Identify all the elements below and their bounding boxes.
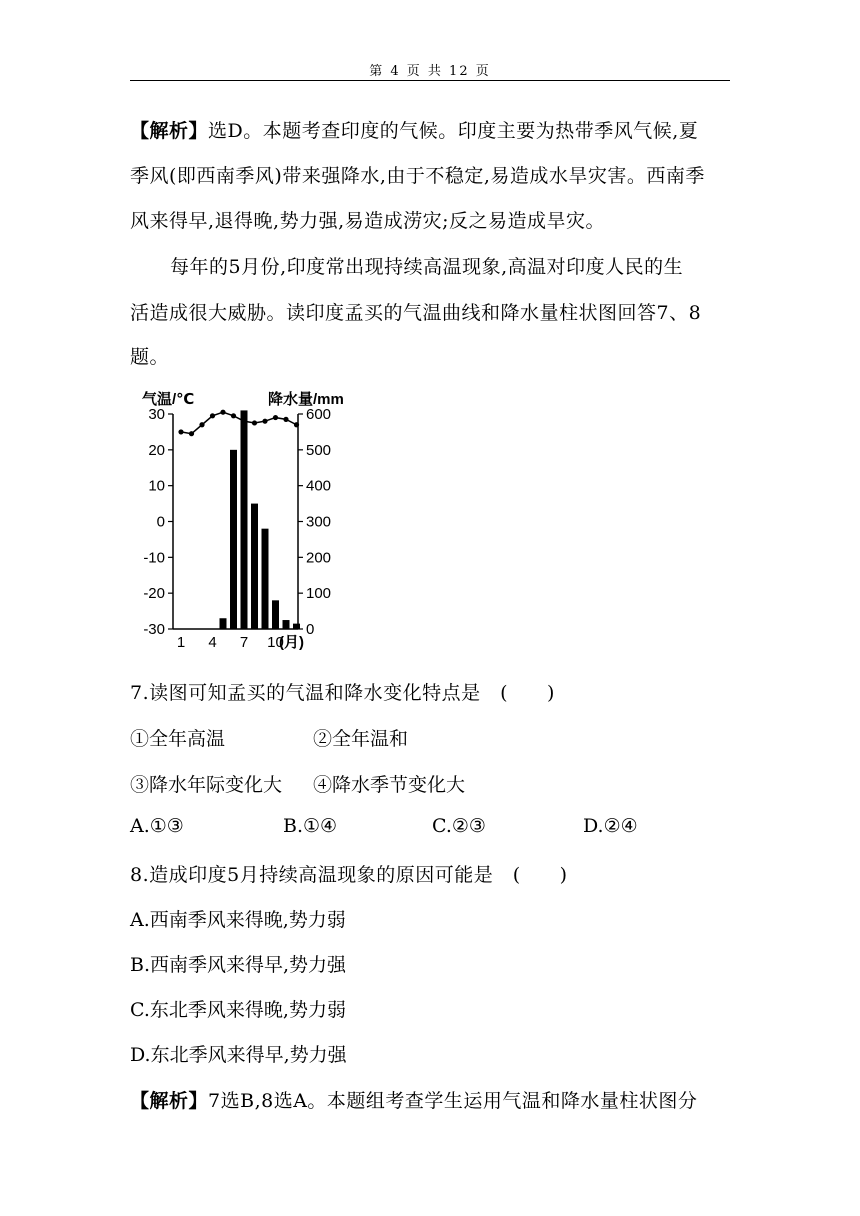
left-tick-label: 0	[156, 513, 165, 531]
q7-stem: 7.读图可知孟买的气温和降水变化特点是 ( )	[130, 682, 555, 704]
q8-option-c[interactable]: C.东北季风来得晚,势力弱	[130, 999, 346, 1021]
q7-option-c[interactable]: C.②③	[432, 815, 486, 837]
temperature-point	[252, 420, 257, 425]
q7-item-4: ④降水季节变化大	[313, 774, 466, 796]
x-tick-label: 4	[208, 634, 217, 651]
x-tick-label: 10	[267, 634, 284, 651]
left-tick-label: -20	[143, 585, 165, 603]
temperature-point	[241, 419, 246, 424]
temperature-point	[273, 415, 278, 420]
q7-item-1: ①全年高温	[130, 728, 226, 750]
x-unit-label: (月)	[279, 634, 304, 651]
right-tick-label: 500	[306, 441, 332, 459]
climate-chart	[130, 384, 370, 656]
precip-bar	[293, 624, 300, 629]
x-tick-label: 1	[176, 634, 186, 651]
analysis-tag: 【解析】	[130, 120, 209, 142]
precip-bar	[272, 600, 279, 629]
stem-line-1: 每年的5月份,印度常出现持续高温现象,高温对印度人民的生	[170, 256, 684, 278]
right-tick-label: 400	[306, 477, 332, 495]
analysis-1-line-2: 季风(即西南季风)带来强降水,由于不稳定,易造成水旱灾害。西南季	[130, 165, 705, 187]
left-tick-label: -30	[143, 621, 165, 638]
page-header: 第 4 页 共 12 页	[369, 64, 491, 79]
q8-option-a[interactable]: A.西南季风来得晚,势力弱	[130, 909, 346, 931]
left-tick-label: 30	[148, 406, 165, 423]
precip-bar	[251, 504, 258, 629]
left-axis-label: 气温/℃	[142, 391, 195, 408]
precip-bar	[262, 529, 269, 629]
right-axis-label: 降水量/mm	[268, 391, 344, 408]
temperature-point	[189, 431, 194, 436]
header-divider	[130, 80, 730, 81]
analysis-1-text-1: 选D。本题考查印度的气候。印度主要为热带季风气候,夏	[208, 120, 699, 142]
right-tick-label: 200	[306, 549, 332, 567]
right-tick-label: 100	[306, 585, 332, 603]
precip-bar	[230, 450, 237, 629]
temperature-point	[199, 422, 204, 427]
left-tick-label: 20	[148, 441, 165, 459]
temperature-point	[283, 417, 288, 422]
right-tick-label: 300	[306, 513, 332, 531]
analysis-2-text-1: 7选B,8选A。本题组考查学生运用气温和降水量柱状图分	[208, 1090, 698, 1112]
precip-bar	[241, 410, 248, 629]
analysis-1-line-3: 风来得早,退得晚,势力强,易造成涝灾;反之易造成旱灾。	[130, 210, 606, 232]
q8-option-d[interactable]: D.东北季风来得早,势力强	[130, 1044, 347, 1066]
temperature-point	[294, 422, 299, 427]
left-tick-label: 10	[148, 477, 165, 495]
left-tick-label: -10	[143, 549, 165, 567]
q8-stem: 8.造成印度5月持续高温现象的原因可能是 ( )	[130, 864, 568, 886]
right-tick-label: 600	[306, 406, 332, 423]
precip-bar	[283, 620, 290, 629]
temperature-point	[220, 410, 225, 415]
temperature-point	[231, 413, 236, 418]
q8-option-b[interactable]: B.西南季风来得早,势力强	[130, 954, 347, 976]
q7-item-2: ②全年温和	[313, 728, 409, 750]
analysis-2-tag: 【解析】	[130, 1090, 209, 1112]
temperature-point	[262, 419, 267, 424]
q7-option-a[interactable]: A.①③	[130, 815, 184, 837]
q7-option-b[interactable]: B.①④	[283, 815, 338, 837]
stem-line-2: 活造成很大威胁。读印度孟买的气温曲线和降水量柱状图回答7、8	[130, 302, 702, 324]
q7-item-3: ③降水年际变化大	[130, 774, 283, 796]
x-tick-label: 7	[239, 634, 249, 651]
analysis-2-line-1	[130, 1086, 697, 1113]
temperature-point	[210, 413, 215, 418]
stem-line-3: 题。	[130, 346, 170, 368]
q7-option-d[interactable]: D.②④	[583, 815, 638, 837]
precip-bar	[220, 618, 227, 629]
temperature-line	[181, 412, 297, 434]
analysis-1-line-1	[130, 116, 698, 143]
right-tick-label: 0	[306, 621, 315, 638]
temperature-point	[178, 429, 183, 434]
